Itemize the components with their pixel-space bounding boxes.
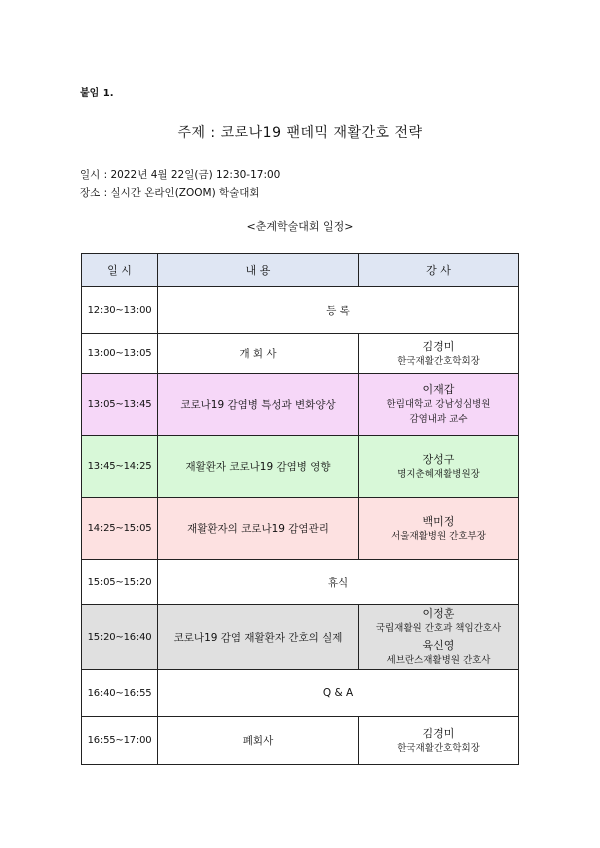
table-row xyxy=(82,605,519,670)
place-line: 장소 : 실시간 온라인(ZOOM) 학술대회 xyxy=(80,187,260,199)
speaker-name: 장성구 xyxy=(422,452,455,466)
speaker-name: 육신영 xyxy=(422,639,455,652)
row-time: 12:30~13:00 xyxy=(82,287,158,334)
row-time: 15:20~16:40 xyxy=(82,605,158,670)
date-line: 일시 : 2022년 4월 22일(금) 12:30-17:00 xyxy=(80,169,281,181)
speaker-name: 이재갑 xyxy=(422,383,455,397)
row-content: 재활환자 코로나19 감염병 영향 xyxy=(158,436,359,498)
speaker-affiliation: 감염내과 교수 xyxy=(409,414,468,426)
row-time: 16:40~16:55 xyxy=(82,670,158,717)
attachment-label: 붙임 1. xyxy=(80,88,114,99)
header-time: 일 시 xyxy=(82,254,158,287)
speaker-affiliation: 국립재활원 간호과 책임간호사 xyxy=(375,623,502,635)
row-speaker xyxy=(359,436,519,498)
row-content: Q & A xyxy=(158,670,519,717)
table-row xyxy=(82,374,519,436)
row-speaker xyxy=(359,374,519,436)
row-content: 코로나19 감염병 특성과 변화양상 xyxy=(158,374,359,436)
row-time: 14:25~15:05 xyxy=(82,498,158,560)
row-time: 13:00~13:05 xyxy=(82,334,158,374)
header-content: 내 용 xyxy=(158,254,359,287)
table-header-row xyxy=(82,254,519,287)
row-speaker xyxy=(359,498,519,560)
row-content: 폐회사 xyxy=(158,717,359,765)
speaker-name: 이정훈 xyxy=(422,607,455,621)
speaker-name: 김경미 xyxy=(422,339,455,353)
row-content: 휴식 xyxy=(158,560,519,605)
row-time: 13:05~13:45 xyxy=(82,374,158,436)
row-content: 개 회 사 xyxy=(158,334,359,374)
document-title: 주제 : 코로나19 팬데믹 재활간호 전략 xyxy=(177,125,423,141)
header-speaker: 강 사 xyxy=(359,254,519,287)
row-speaker xyxy=(359,605,519,670)
speaker-affiliation: 명지춘혜재활병원장 xyxy=(397,468,480,480)
row-speaker xyxy=(359,334,519,374)
row-content: 등 록 xyxy=(158,287,519,334)
speaker-name: 백미정 xyxy=(422,514,455,528)
row-time: 13:45~14:25 xyxy=(82,436,158,498)
table-row xyxy=(82,498,519,560)
speaker-affiliation: 한국재활간호학회장 xyxy=(397,355,480,367)
schedule-table xyxy=(81,253,519,765)
table-row xyxy=(82,287,519,334)
speaker-affiliation: 세브란스재활병원 간호사 xyxy=(386,655,491,667)
speaker-affiliation: 서울재활병원 간호부장 xyxy=(391,530,486,542)
table-row xyxy=(82,560,519,605)
table-row xyxy=(82,717,519,765)
row-content: 코로나19 감염 재활환자 간호의 실제 xyxy=(158,605,359,670)
row-time: 15:05~15:20 xyxy=(82,560,158,605)
row-time: 16:55~17:00 xyxy=(82,717,158,765)
speaker-name: 김경미 xyxy=(422,726,455,740)
row-content: 재활환자의 코로나19 감염관리 xyxy=(158,498,359,560)
table-row xyxy=(82,334,519,374)
speaker-affiliation: 한국재활간호학회장 xyxy=(397,742,480,754)
speaker-affiliation: 한림대학교 강남성심병원 xyxy=(386,399,491,411)
table-row xyxy=(82,436,519,498)
row-speaker xyxy=(359,717,519,765)
table-row xyxy=(82,670,519,717)
schedule-subtitle: <춘계학술대회 일정> xyxy=(246,220,354,233)
